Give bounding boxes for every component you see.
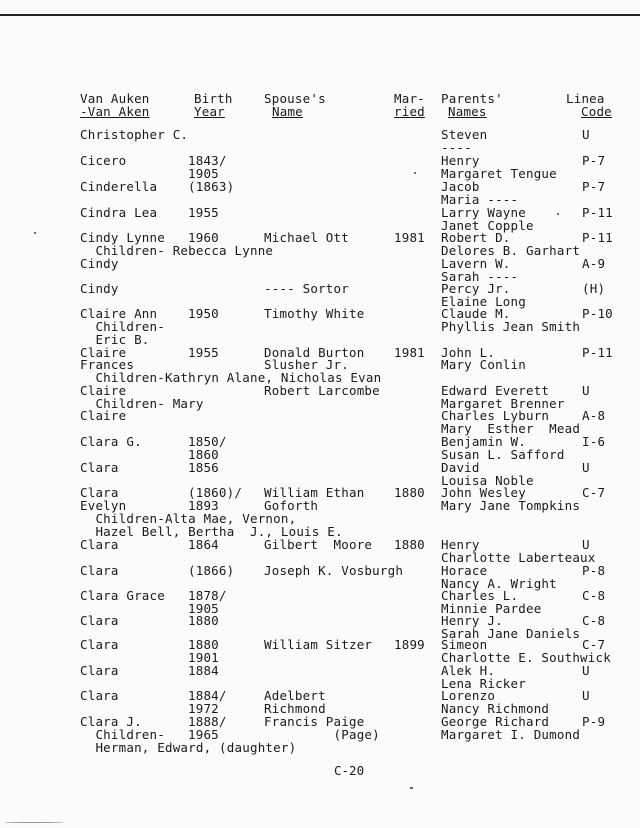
header-parents-2: Names [448, 104, 487, 119]
entry-lineal-code: U [582, 688, 590, 703]
entry-lineal-code: I-6 [582, 434, 606, 449]
entry-birth-year: 1905 [188, 601, 219, 616]
top-border-line [0, 14, 640, 16]
entry-parents: Larry Wayne [441, 205, 526, 220]
scan-speck [34, 232, 36, 234]
entry-parents: Jacob [441, 179, 480, 194]
entry-parents: Maria ---- [441, 192, 519, 207]
entry-birth-year: 1960 [188, 230, 219, 245]
entry-spouse: ---- Sortor [264, 281, 349, 296]
entry-name: Cindy [80, 281, 119, 296]
entry-birth-year: 1955 [188, 345, 219, 360]
entry-name: Clara [80, 688, 119, 703]
header-name-2: -Van Aken [80, 104, 150, 119]
entry-lineal-code: U [582, 663, 590, 678]
entry-spouse: William Ethan [264, 485, 365, 500]
entry-birth-year: 1884 [188, 663, 219, 678]
entry-parents: Charles Lyburn [441, 408, 550, 423]
entry-name: Clara Grace [80, 588, 165, 603]
entry-lineal-code: P-7 [582, 153, 606, 168]
entry-birth-year: 1888/ [188, 714, 227, 729]
entry-lineal-code: P-11 [582, 205, 613, 220]
entry-spouse: Donald Burton [264, 345, 365, 360]
entry-parents: Edward Everett [441, 383, 550, 398]
entry-parents: Delores B. Garhart [441, 243, 581, 258]
entry-name: Cindy Lynne [80, 230, 165, 245]
entry-name: Clara [80, 537, 119, 552]
entry-name: Children- [80, 727, 165, 742]
entry-parents: Steven [441, 127, 488, 142]
entry-birth-year: 1893 [188, 498, 219, 513]
entry-parents: Percy Jr. [441, 281, 511, 296]
entry-lineal-code: P-7 [582, 179, 606, 194]
entry-parents: Charles L. [441, 588, 519, 603]
entry-name: Clara [80, 613, 119, 628]
entry-birth-year: 1860 [188, 447, 219, 462]
entry-parents: John Wesley [441, 485, 526, 500]
entry-birth-year: (1860)/ [188, 485, 243, 500]
entry-parents: Nancy A. Wright [441, 576, 557, 591]
entry-lineal-code: A-8 [582, 408, 606, 423]
entry-spouse: Robert Larcombe [264, 383, 380, 398]
entry-parents: Henry J. [441, 613, 503, 628]
entry-lineal-code: C-8 [582, 588, 606, 603]
entry-lineal-code: P-9 [582, 714, 606, 729]
entry-parents: Sarah ---- [441, 269, 519, 284]
entry-parents: Henry [441, 537, 480, 552]
header-name-1: Van Auken [80, 91, 150, 106]
entry-parents: Margaret Tengue [441, 166, 557, 181]
scan-speck [557, 213, 559, 215]
scan-speck [410, 787, 413, 789]
entry-name: Children- Rebecca Lynne [80, 243, 274, 258]
entry-parents: Mary Esther Mead [441, 421, 581, 436]
entry-lineal-code: A-9 [582, 256, 606, 271]
entry-married-year: 1880 [394, 537, 425, 552]
entry-parents: Margaret Brenner [441, 396, 565, 411]
entry-name: Clara [80, 637, 119, 652]
entry-spouse: Slusher Jr. [264, 357, 349, 372]
entry-spouse: Gilbert Moore [264, 537, 373, 552]
entry-birth-year: 1878/ [188, 588, 227, 603]
entry-name: Clara G. [80, 434, 142, 449]
entry-name: Clara [80, 460, 119, 475]
entry-married-year: 1899 [394, 637, 425, 652]
entry-parents: Elaine Long [441, 294, 526, 309]
entry-name: Claire Ann [80, 306, 158, 321]
entry-name: Claire [80, 383, 127, 398]
entry-birth-year: 1850/ [188, 434, 227, 449]
entry-parents: Mary Conlin [441, 357, 526, 372]
entry-name: Children- [80, 319, 165, 334]
entry-name: Cindy [80, 256, 119, 271]
entry-lineal-code: P-10 [582, 306, 613, 321]
entry-parents: Lorenzo [441, 688, 496, 703]
entry-spouse: Goforth [264, 498, 319, 513]
entry-birth-year: 1880 [188, 613, 219, 628]
entry-lineal-code: C-7 [582, 637, 606, 652]
entry-birth-year: 1864 [188, 537, 219, 552]
entry-lineal-code: C-7 [582, 485, 606, 500]
entry-name: Clara J. [80, 714, 142, 729]
entry-parents: Horace [441, 563, 488, 578]
entry-lineal-code: P-11 [582, 345, 613, 360]
entry-parents: Lavern W. [441, 256, 511, 271]
entry-parents: John L. [441, 345, 496, 360]
entry-birth-year: (1863) [188, 179, 235, 194]
entry-name: Children-Kathryn Alane, Nicholas Evan [80, 370, 382, 385]
entry-name: Clara [80, 663, 119, 678]
entry-parents: Phyllis Jean Smith [441, 319, 581, 334]
header-spouse-1: Spouse's [264, 91, 326, 106]
entry-parents: Simeon [441, 637, 488, 652]
entry-name: Clara [80, 485, 119, 500]
entry-parents: ---- [441, 140, 472, 155]
entry-married-year: 1981 [394, 345, 425, 360]
entry-spouse: Joseph K. Vosburgh [264, 563, 404, 578]
entry-birth-year: 1884/ [188, 688, 227, 703]
entry-parents: Henry [441, 153, 480, 168]
entry-name: Frances [80, 357, 135, 372]
entry-parents: Sarah Jane Daniels [441, 626, 581, 641]
entry-name: Hazel Bell, Bertha J., Louis E. [80, 524, 343, 539]
entry-parents: Lena Ricker [441, 676, 526, 691]
entry-parents: David [441, 460, 480, 475]
header-lineal-1: Linea [566, 91, 605, 106]
entry-parents: Claude M. [441, 306, 511, 321]
entry-birth-year: 1965 [188, 727, 219, 742]
entry-birth-year: (1866) [188, 563, 235, 578]
entry-name: Children-Alta Mae, Vernon, [80, 511, 297, 526]
entry-birth-year: 1905 [188, 166, 219, 181]
entry-lineal-code: C-8 [582, 613, 606, 628]
entry-lineal-code: P-8 [582, 563, 606, 578]
entry-name: Children- Mary [80, 396, 204, 411]
entry-name: Eric B. [80, 332, 150, 347]
entry-birth-year: 1950 [188, 306, 219, 321]
entry-spouse: (Page) [264, 727, 380, 742]
entry-name: Christopher C. [80, 127, 189, 142]
entry-spouse: William Sitzer [264, 637, 373, 652]
page-number: C-20 [334, 763, 365, 778]
scan-edge-mark [4, 822, 64, 823]
entry-birth-year: 1901 [188, 650, 219, 665]
entry-spouse: Richmond [264, 701, 326, 716]
entry-name: Claire [80, 345, 127, 360]
entry-spouse: Timothy White [264, 306, 365, 321]
entry-parents: Janet Copple [441, 218, 534, 233]
header-spouse-2: Name [272, 104, 303, 119]
scan-speck [414, 172, 416, 174]
entry-parents: Nancy Richmond [441, 701, 550, 716]
entry-lineal-code: U [582, 537, 590, 552]
entry-name: Claire [80, 408, 127, 423]
entry-lineal-code: U [582, 383, 590, 398]
entry-parents: Margaret I. Dumond [441, 727, 581, 742]
entry-parents: Louisa Noble [441, 473, 534, 488]
entry-parents: Charlotte Laberteaux [441, 550, 596, 565]
entry-lineal-code: U [582, 127, 590, 142]
entry-name: Cinderella [80, 179, 158, 194]
entry-parents: George Richard [441, 714, 550, 729]
entry-spouse: Adelbert [264, 688, 326, 703]
entry-parents: Charlotte E. Southwick [441, 650, 611, 665]
entry-parents: Alek H. [441, 663, 496, 678]
header-married-1: Mar- [394, 91, 425, 106]
entry-lineal-code: P-11 [582, 230, 613, 245]
header-birth-1: Birth [194, 91, 233, 106]
entry-spouse: Michael Ott [264, 230, 349, 245]
entry-name: Herman, Edward, (daughter) [80, 740, 297, 755]
entry-married-year: 1981 [394, 230, 425, 245]
entry-name: Evelyn [80, 498, 127, 513]
entry-name: Cicero [80, 153, 127, 168]
entry-parents: Mary Jane Tompkins [441, 498, 581, 513]
entry-parents: Benjamin W. [441, 434, 526, 449]
entry-spouse: Francis Paige [264, 714, 365, 729]
entry-birth-year: 1955 [188, 205, 219, 220]
entry-married-year: 1880 [394, 485, 425, 500]
entry-lineal-code: U [582, 460, 590, 475]
entry-parents: Minnie Pardee [441, 601, 542, 616]
entry-name: Cindra Lea [80, 205, 158, 220]
entry-birth-year: 1843/ [188, 153, 227, 168]
entry-parents: Susan L. Safford [441, 447, 565, 462]
header-lineal-2: Code [581, 104, 612, 119]
header-parents-1: Parents' [441, 91, 503, 106]
entry-birth-year: 1972 [188, 701, 219, 716]
entry-birth-year: 1856 [188, 460, 219, 475]
entry-lineal-code: (H) [582, 281, 606, 296]
entry-parents: Robert D. [441, 230, 511, 245]
header-married-2: ried [394, 104, 425, 119]
entry-name: Clara [80, 563, 119, 578]
header-birth-2: Year [194, 104, 225, 119]
entry-birth-year: 1880 [188, 637, 219, 652]
